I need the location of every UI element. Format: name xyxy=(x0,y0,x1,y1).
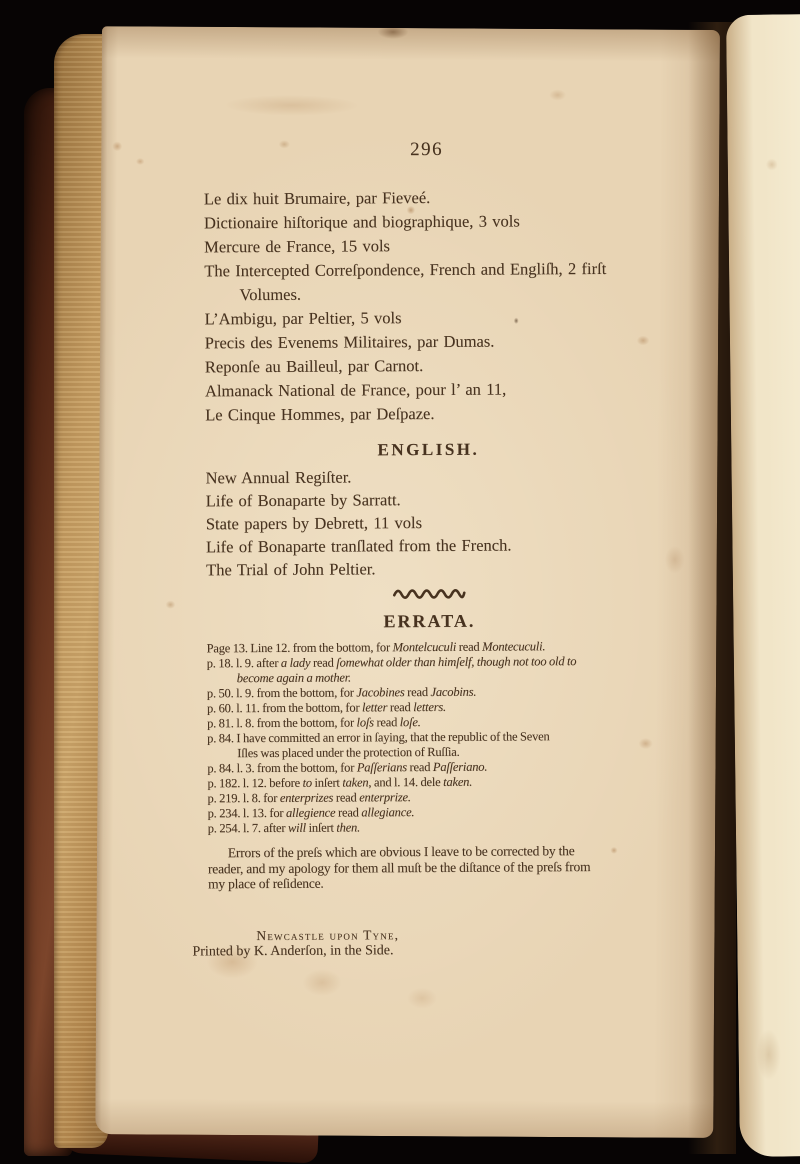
paragraph-line: Errors of the preſs which are obvious I leave to be corrected by the xyxy=(227,843,575,861)
errata-list xyxy=(207,639,654,837)
page-number: 296 xyxy=(409,138,444,161)
book-title-line: Almanack National de France, pour l’ an 11, xyxy=(204,379,507,401)
book-title-line: Life of Bonaparte by Sarratt. xyxy=(205,490,401,511)
errata-line: p. 254. l. 7. after will inſert then. xyxy=(207,820,361,836)
errata-line: p. 234. l. 13. for allegience read allegiance. xyxy=(207,805,415,821)
book-title-line: Le dix huit Brumaire, par Fieveé. xyxy=(203,187,431,209)
imprint-location: Newcastle upon Tyne, xyxy=(256,926,400,943)
errata-line: p. 60. l. 11. from the bottom, for letter read letters. xyxy=(206,699,447,716)
paragraph-line: reader, and my apology for them all muſt be the diſtance of the preſs from xyxy=(207,858,591,876)
errata-line: Iſles was placed under the protection of Ruſſia. xyxy=(237,744,460,761)
errata-line: Page 13. Line 12. from the bottom, for Montelcuculi read Montecuculi. xyxy=(206,639,546,656)
errata-line: p. 219. l. 8. for enterprizes read enterprize. xyxy=(207,790,411,806)
book-title-line: Precis des Evenems Militaires, par Dumas. xyxy=(204,331,495,353)
errata-line: become again a mother. xyxy=(236,670,351,686)
errata-line: p. 50. l. 9. from the bottom, for Jacobines read Jacobins. xyxy=(206,684,477,701)
english-titles-list xyxy=(205,464,652,582)
book-title-line: The Intercepted Correſpondence, French and Engliſh, 2 firſt xyxy=(204,258,607,281)
book-title-line: Le Cinque Hommes, par Deſpaze. xyxy=(205,403,435,425)
book-title-line: Life of Bonaparte tranſlated from the French. xyxy=(205,535,512,557)
book-title-line: Mercure de France, 15 vols xyxy=(204,236,390,257)
imprint-printer: Printed by K. Anderſon, in the Side. xyxy=(192,942,394,959)
book-title-line: The Trial of John Peltier. xyxy=(206,559,376,580)
imprint xyxy=(192,925,654,960)
errata-heading: ERRATA. xyxy=(383,610,476,632)
page-content xyxy=(192,138,655,960)
book-title-line: Dictionaire hiſtorique and biographique, 3 vols xyxy=(203,211,520,233)
errata-line: p. 18. l. 9. after a lady read ſomewhat older than himſelf, though not too old to xyxy=(206,654,577,671)
errata-line: p. 84. l. 3. from the bottom, for Paſſerians read Paſſeriano. xyxy=(207,759,488,776)
french-titles-list xyxy=(204,185,651,428)
closing-paragraph xyxy=(208,843,654,892)
errata-line: p. 182. l. 12. before to inſert taken, and l. 14. dele taken. xyxy=(207,774,473,791)
book-title-line: Reponſe au Bailleul, par Carnot. xyxy=(204,356,424,377)
book-title-line: L’Ambigu, par Peltier, 5 vols xyxy=(204,308,402,329)
errata-line: p. 84. I have committed an error in ſaying, that the republic of the Seven xyxy=(207,729,550,746)
book-title-line: New Annual Regiſter. xyxy=(205,467,352,488)
book-title-line: State papers by Debrett, 11 vols xyxy=(205,513,423,534)
facing-page-edge xyxy=(726,14,800,1157)
errata-line: p. 81. l. 8. from the bottom, for loſs read loſe. xyxy=(207,715,421,731)
paragraph-line: my place of reſidence. xyxy=(207,875,324,892)
english-section-heading: ENGLISH. xyxy=(377,439,480,460)
squiggle-divider-icon xyxy=(206,587,652,602)
book-title-line: Volumes. xyxy=(239,284,302,305)
